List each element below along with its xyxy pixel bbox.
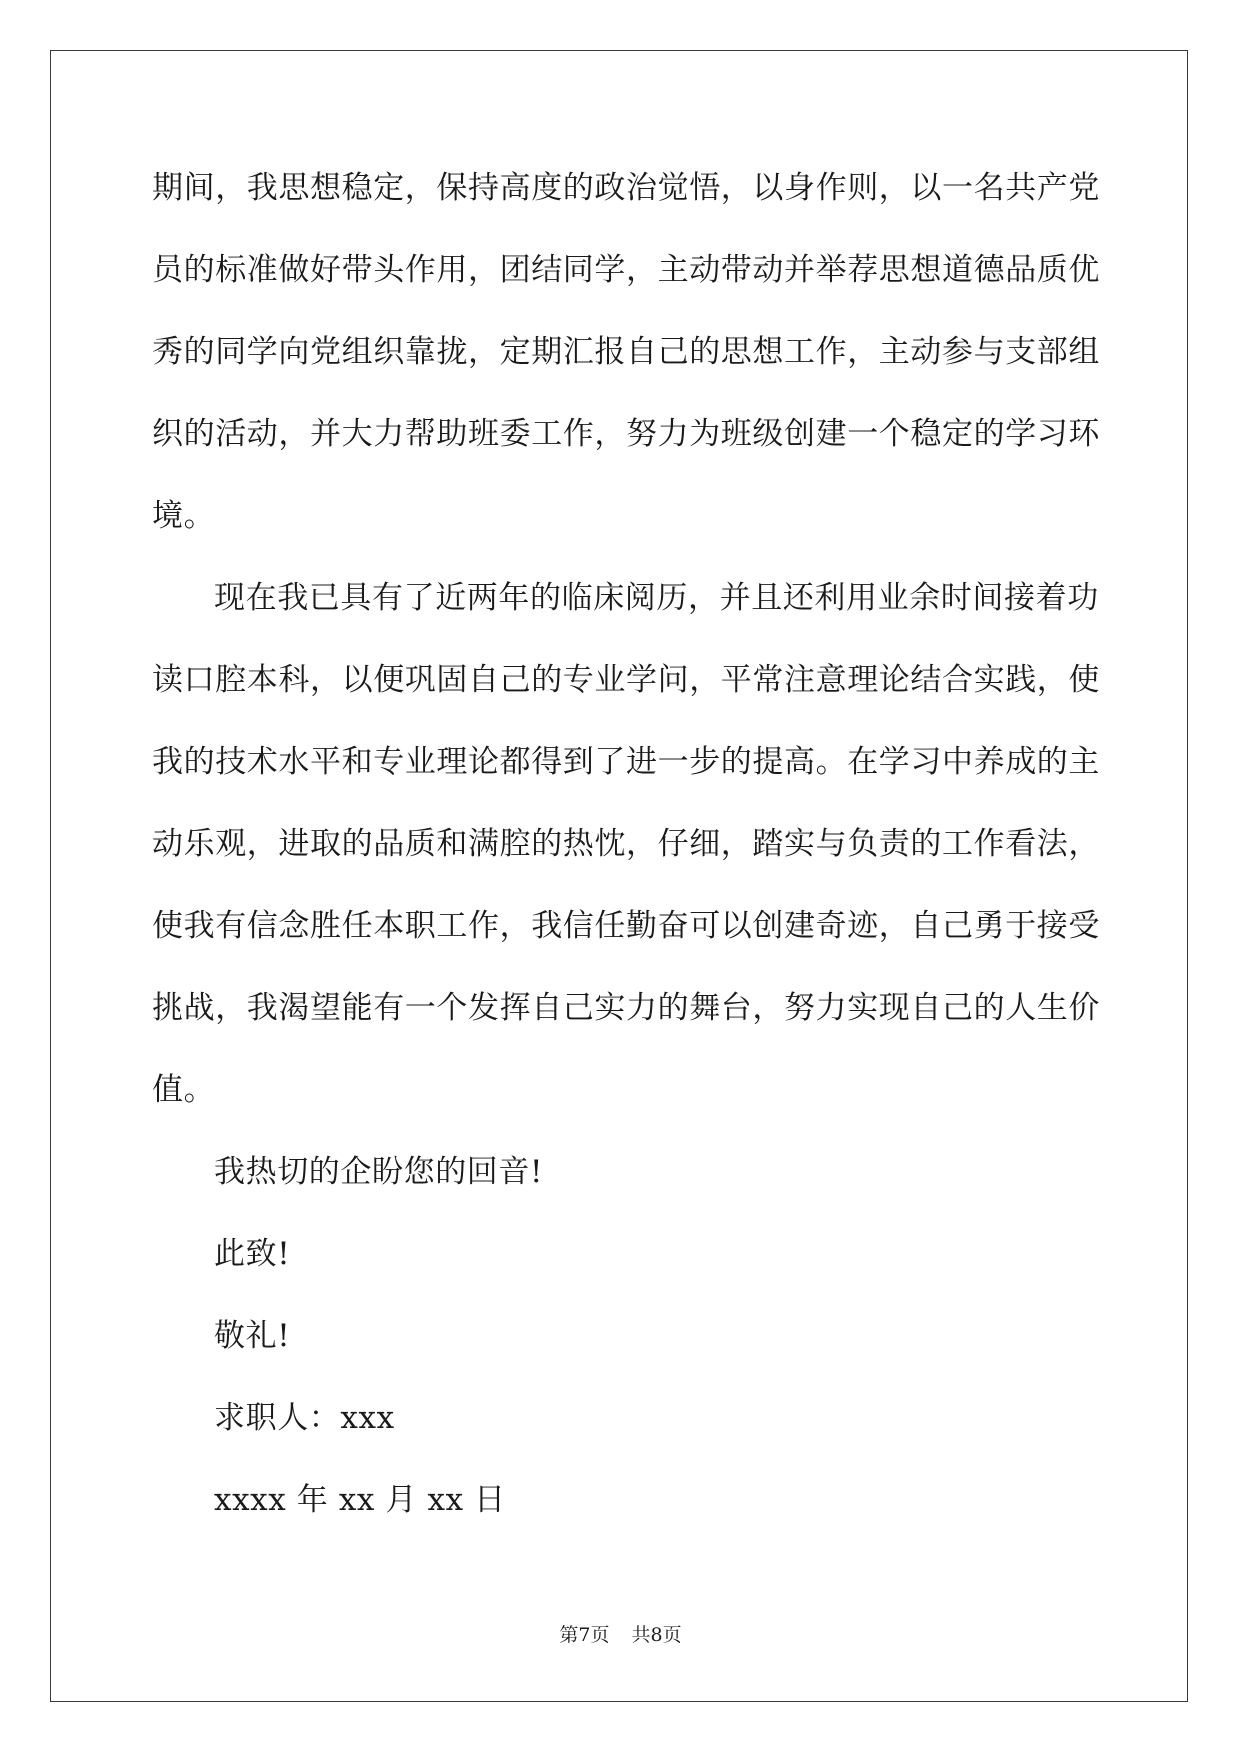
paragraph-line: 员的标准做好带头作用，团结同学，主动带动并举荐思想道德品质优 <box>152 252 1100 288</box>
paragraph-line: 秀的同学向党组织靠拢，定期汇报自己的思想工作，主动参与支部组 <box>152 334 1100 370</box>
paragraph-line: 现在我已具有了近两年的临床阅历，并且还利用业余时间接着功 <box>214 580 1099 616</box>
paragraph-line: 期间，我思想稳定，保持高度的政治觉悟，以身作则，以一名共产党 <box>152 170 1100 206</box>
paragraph-line: 值。 <box>152 1072 216 1108</box>
paragraph-line: 读口腔本科，以便巩固自己的专业学问，平常注意理论结合实践，使 <box>152 662 1100 698</box>
paragraph-line: 动乐观，进取的品质和满腔的热忱，仔细，踏实与负责的工作看法， <box>152 826 1100 862</box>
closing-hope: 我热切的企盼您的回音! <box>214 1154 544 1190</box>
page-number-current: 第7页 <box>559 1624 610 1646</box>
paragraph-line: 使我有信念胜任本职工作，我信任勤奋可以创建奇迹，自己勇于接受 <box>152 908 1100 944</box>
letter-body <box>152 160 1100 1554</box>
paragraph-line: 我的技术水平和专业理论都得到了进一步的提高。在学习中养成的主 <box>152 744 1100 780</box>
page-number-total: 共8页 <box>631 1624 682 1646</box>
page-footer <box>0 1620 1241 1647</box>
closing-salutation: 此致! <box>214 1236 291 1272</box>
paragraph-line: 织的活动，并大力帮助班委工作，努力为班级创建一个稳定的学习环 <box>152 416 1100 452</box>
closing-regards: 敬礼! <box>214 1318 291 1354</box>
paragraph-line: 境。 <box>152 498 216 534</box>
paragraph-line: 挑战，我渴望能有一个发挥自己实力的舞台，努力实现自己的人生价 <box>152 990 1100 1026</box>
applicant-signature: 求职人：xxx <box>214 1400 395 1436</box>
letter-date: xxxx 年 xx 月 xx 日 <box>214 1482 506 1518</box>
